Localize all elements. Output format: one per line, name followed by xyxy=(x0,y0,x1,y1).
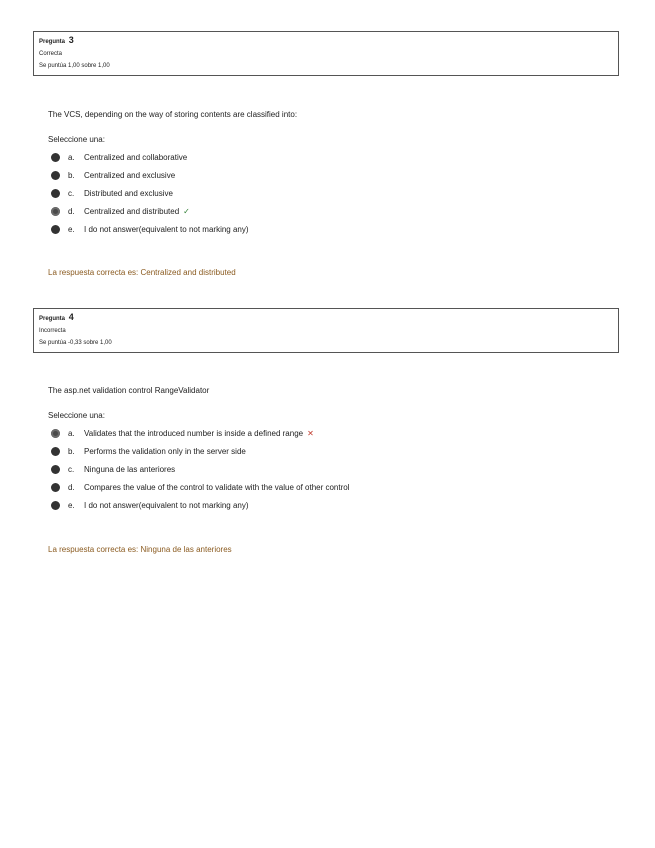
question-3-feedback: La respuesta correcta es: Centralized and distributed xyxy=(48,268,236,277)
question-4-title xyxy=(39,313,613,324)
option-letter: a. xyxy=(68,428,75,438)
option-letter: e. xyxy=(68,500,75,510)
question-3-option-d[interactable] xyxy=(51,202,249,220)
option-text: Centralized and distributed xyxy=(84,206,180,216)
radio-icon[interactable] xyxy=(51,465,60,474)
question-4-feedback: La respuesta correcta es: Ninguna de las anteriores xyxy=(48,545,232,554)
question-3-info xyxy=(33,31,619,76)
option-letter: a. xyxy=(68,152,75,162)
option-letter: b. xyxy=(68,446,75,456)
option-text: I do not answer(equivalent to not marking any) xyxy=(84,500,249,510)
radio-icon[interactable] xyxy=(51,501,60,510)
question-4-answers xyxy=(51,424,349,514)
radio-icon[interactable] xyxy=(51,171,60,180)
option-text: Centralized and exclusive xyxy=(84,170,176,180)
option-letter: c. xyxy=(68,464,75,474)
question-4-label: Pregunta xyxy=(39,316,66,322)
option-letter: b. xyxy=(68,170,75,180)
option-text: Centralized and collaborative xyxy=(84,152,188,162)
question-3-option-a[interactable] xyxy=(51,148,249,166)
option-text: Compares the value of the control to validate with the value of other control xyxy=(84,482,350,492)
question-3-option-e[interactable] xyxy=(51,220,249,238)
question-4-number: 4 xyxy=(68,312,74,322)
radio-icon[interactable] xyxy=(51,225,60,234)
question-3-number: 3 xyxy=(68,35,74,45)
option-text: I do not answer(equivalent to not marking any) xyxy=(84,224,249,234)
question-4-option-c[interactable] xyxy=(51,460,349,478)
question-4-option-e[interactable] xyxy=(51,496,349,514)
option-letter: e. xyxy=(68,224,75,234)
question-3-grade: Se puntúa 1,00 sobre 1,00 xyxy=(39,63,110,69)
radio-icon[interactable] xyxy=(51,153,60,162)
question-4-option-a[interactable] xyxy=(51,424,349,442)
question-3-state: Correcta xyxy=(39,51,63,57)
question-4-grade: Se puntúa -0,33 sobre 1,00 xyxy=(39,340,112,346)
check-icon: ✓ xyxy=(183,206,190,216)
question-4-info xyxy=(33,308,619,353)
question-4-prompt: Seleccione una: xyxy=(48,411,105,420)
question-3-text: The VCS, depending on the way of storing contents are classified into: xyxy=(48,110,298,119)
option-letter: d. xyxy=(68,206,75,216)
question-3-label: Pregunta xyxy=(39,39,66,45)
radio-icon[interactable] xyxy=(51,189,60,198)
radio-icon[interactable] xyxy=(51,483,60,492)
question-3-prompt: Seleccione una: xyxy=(48,135,105,144)
cross-icon: ✕ xyxy=(307,428,314,438)
question-4-option-d[interactable] xyxy=(51,478,349,496)
question-3-option-c[interactable] xyxy=(51,184,249,202)
option-text: Distributed and exclusive xyxy=(84,188,173,198)
question-3-option-b[interactable] xyxy=(51,166,249,184)
question-3-answers xyxy=(51,148,249,238)
question-4-text: The asp.net validation control RangeValidator xyxy=(48,386,210,395)
question-4-state: Incorrecta xyxy=(39,328,66,334)
option-text: Validates that the introduced number is inside a defined range xyxy=(84,428,304,438)
option-letter: c. xyxy=(68,188,75,198)
option-letter: d. xyxy=(68,482,75,492)
radio-checked-icon[interactable] xyxy=(51,207,60,216)
option-text: Performs the validation only in the server side xyxy=(84,446,246,456)
radio-checked-icon[interactable] xyxy=(51,429,60,438)
question-3-title xyxy=(39,36,613,47)
question-4-option-b[interactable] xyxy=(51,442,349,460)
radio-icon[interactable] xyxy=(51,447,60,456)
option-text: Ninguna de las anteriores xyxy=(84,464,176,474)
